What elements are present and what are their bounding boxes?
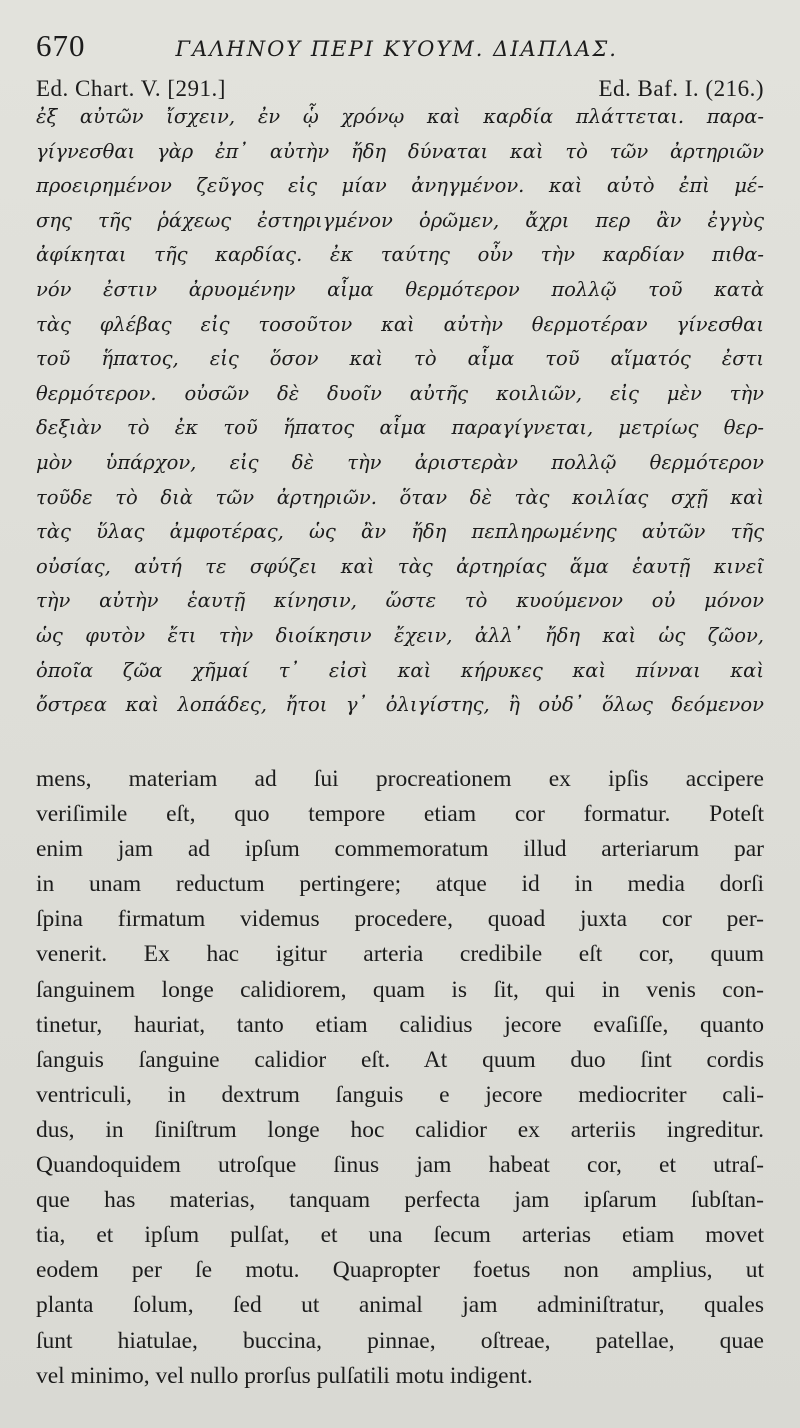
greek-line: οὐσίας, αὐτή τε σφύζει καὶ τὰς ἀρτηρίας ἅμα ἑαυτῇ κινεῖ	[36, 554, 764, 578]
page-number: 670	[36, 28, 86, 63]
latin-line: in unam reductum pertingere; atque id in media dorſi	[36, 871, 764, 898]
latin-line: eodem per ſe motu. Quapropter foetus non amplius, ut	[36, 1257, 764, 1284]
greek-line: τὰς φλέβας εἰς τοσοῦτον καὶ αὐτὴν θερμοτέραν γίνεσθαι	[36, 312, 764, 336]
latin-line: Quandoquidem utroſque ſinus jam habeat cor, et utraſ-	[36, 1152, 764, 1179]
greek-line: τοῦδε τὸ διὰ τῶν ἀρτηριῶν. ὅταν δὲ τὰς κοιλίας σχῇ καὶ	[36, 485, 764, 509]
greek-line: ὡς φυτὸν ἔτι τὴν διοίκησιν ἔχειν, ἀλλ᾽ ἤδη καὶ ὡς ζῶον,	[36, 623, 764, 647]
latin-line: mens, materiam ad ſui procreationem ex ipſis accipere	[36, 766, 764, 792]
running-title: ΓΑΛΗΝΟΥ ΠΕΡΙ ΚΥΟΥΜ. ΔΙΑΠΛΑΣ.	[175, 37, 618, 61]
latin-line: que has materias, tanquam perfecta jam ipſarum ſubſtan-	[36, 1187, 764, 1214]
greek-line: μὸν ὑπάρχον, εἰς δὲ τὴν ἀριστερὰν πολλῷ θερμότερον	[36, 450, 764, 474]
greek-line: θερμότερον. οὐσῶν δὲ δυοῖν αὐτῆς κοιλιῶν, εἰς μὲν τὴν	[36, 381, 764, 405]
latin-line: ſunt hiatulae, buccina, pinnae, oſtreae, patellae, quae	[36, 1327, 764, 1354]
edition-basel: Ed. Baf. I. (216.)	[598, 76, 764, 101]
latin-line: ſanguinem longe calidiorem, quam is ſit, qui in venis con-	[36, 976, 764, 1003]
greek-line: ὁποῖα ζῶα χῆμαί τ᾽ εἰσὶ καὶ κήρυκες καὶ πίνναι καὶ	[36, 658, 764, 682]
page-header	[36, 28, 764, 64]
greek-line: σης τῆς ῥάχεως ἐστηριγμένον ὁρῶμεν, ἄχρι περ ἂν ἐγγὺς	[36, 208, 764, 232]
greek-text-block	[36, 100, 764, 723]
greek-line: νόν ἐστιν ἀρυομένην αἷμα θερμότερον πολλῷ τοῦ κατὰ	[36, 277, 764, 301]
latin-line: venerit. Ex hac igitur arteria credibile eſt cor, quum	[36, 941, 764, 968]
latin-line: planta ſolum, ſed ut animal jam adminiſtratur, quales	[36, 1292, 764, 1319]
latin-line: enim jam ad ipſum commemoratum illud arteriarum par	[36, 836, 764, 863]
greek-line: τοῦ ἥπατος, εἰς ὅσον καὶ τὸ αἷμα τοῦ αἵματός ἐστι	[36, 347, 764, 371]
latin-line: dus, in ſiniſtrum longe hoc calidior ex arteriis ingreditur.	[36, 1116, 764, 1143]
greek-line: ὄστρεα καὶ λοπάδες, ἤτοι γ᾽ ὀλιγίστης, ἢ οὐδ᾽ ὅλως δεόμενον	[36, 693, 764, 717]
latin-line: vel minimo, vel nullo prorſus pulſatili motu indigent.	[36, 1362, 533, 1389]
greek-line: τὴν αὐτὴν ἑαυτῇ κίνησιν, ὥστε τὸ κυούμενον οὐ μόνον	[36, 589, 764, 613]
latin-line: ſpina firmatum videmus procedere, quoad juxta cor per-	[36, 906, 764, 933]
latin-line: ſanguis ſanguine calidior eſt. At quum duo ſint cordis	[36, 1046, 764, 1073]
greek-line: γίγνεσθαι γὰρ ἐπ᾽ αὐτὴν ἤδη δύναται καὶ τὸ τῶν ἀρτηριῶν	[36, 139, 764, 163]
edition-chartier: Ed. Chart. V. [291.]	[36, 76, 226, 101]
greek-line: ἐξ αὐτῶν ἴσχειν, ἐν ᾧ χρόνῳ καὶ καρδία πλάττεται. παρα-	[36, 105, 764, 128]
greek-line: ἀφίκηται τῆς καρδίας. ἐκ ταύτης οὖν τὴν καρδίαν πιθα-	[36, 243, 764, 267]
latin-line: veriſimile eſt, quo tempore etiam cor formatur. Poteſt	[36, 801, 764, 828]
greek-line: δεξιὰν τὸ ἐκ τοῦ ἥπατος αἷμα παραγίγνεται, μετρίως θερ-	[36, 416, 764, 440]
latin-line: tinetur, hauriat, tanto etiam calidius jecore evaſiſſe, quanto	[36, 1011, 764, 1038]
greek-line: τὰς ὕλας ἀμφοτέρας, ὡς ἂν ἤδη πεπληρωμένης αὐτῶν τῆς	[36, 520, 764, 544]
latin-text-block	[36, 762, 764, 1394]
latin-line: ventriculi, in dextrum ſanguis e jecore mediocriter cali-	[36, 1081, 764, 1108]
greek-line: προειρημένον ζεῦγος εἰς μίαν ἀνηγμένον. καὶ αὐτὸ ἐπὶ μέ-	[36, 174, 764, 198]
latin-line: tia, et ipſum pulſat, et una ſecum arterias etiam movet	[36, 1222, 764, 1249]
